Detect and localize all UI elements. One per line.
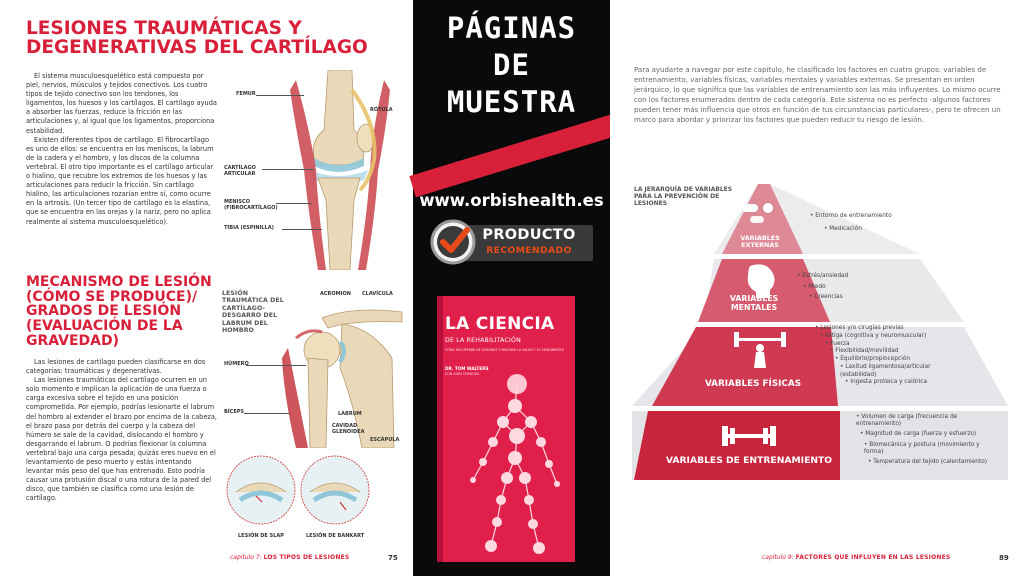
right-footer-chapter: capítulo 9:	[762, 554, 794, 561]
slap-lesion-label: LESIÓN DE SLAP	[238, 533, 284, 539]
tier-3-list	[815, 325, 957, 387]
banner-title	[413, 10, 610, 120]
knee-label-tibia: TIBIA (ESPINILLA)	[224, 225, 274, 231]
section-paragraph: Las lesiones traumáticas del cartílago ocurren en un solo momento e implican la aplicación de una fuerza o carga excesiva sobre el tejido en una posición comprometida. Por ejemplo, podrías lesionarte el labrum del hombro al extender el brazo por encima de la cabeza, el brazo pasa por detrás del cuerpo y la cabeza del húmero se sale de la cavidad, dislocando el hombro y desgarrando el labrum. O podrías flexionar la columna vertebral bajo una carga pesada; quizás eres nuevo en el levantamiento de peso muerto y estás intentando levantar más peso del que has entrenado. Esto podría causar una protusión discal o una rotura de la pared del disco, que también se clasifica como una lesión de cartílago.	[26, 376, 217, 503]
bankart-lesion-detail	[300, 452, 370, 528]
knee-illustration	[290, 70, 390, 270]
red-ribbon	[409, 115, 616, 197]
list-item: • Laxitud ligamentosa/articular (estabilidad)	[840, 363, 931, 378]
list-item: • Biomecánica y postura (movimiento y forma)	[864, 441, 980, 455]
book-title: LA CIENCIA	[445, 314, 555, 334]
tier-3-name: VARIABLES FÍSICAS	[704, 379, 802, 389]
knee-label-menisco: MENISCO (FIBROCARTÍLAGO)	[224, 199, 278, 211]
list-item: • Miedo	[803, 283, 826, 290]
tier-1-name	[734, 235, 786, 249]
left-intro-text	[26, 72, 218, 227]
right-intro-text: Para ayudarte a navegar por este capítulo, he clasificado los factores en cuatro grupos: variables de entrenamiento, variables físicas, variables mentales y variables externas. Se presentan en orden jerárquico, lo que significa que las variables de entrenamiento son las más influyentes. Lo mismo ocurre con los factores enumerados dentro de cada categoría. Este sistema no es perfecto -algunos factores pueden tener más influencia que otros en función de tus circunstancias particulares-, pero te ofrecen un marco para abordar y priorizar los factores que pueden reducir tu riesgo de lesión.	[634, 66, 1001, 124]
shoulder-label-acromion: ACROMION	[320, 291, 351, 297]
section-title: MECANISMO DE LESIÓN (CÓMO SE PRODUCE)/ GRADOS DE LESIÓN (EVALUACIÓN DE LA GRAVEDAD)	[26, 274, 212, 349]
left-footer-chapter: capítulo 7:	[230, 554, 262, 561]
list-item: • Magnitud de carga (fuerza y esfuerzo)	[860, 431, 977, 438]
molecule-body-illustration	[457, 366, 567, 562]
tier-2-list	[797, 271, 848, 303]
left-page-title: LESIONES TRAUMÁTICAS Y DEGENERATIVAS DEL CARTÍLAGO	[26, 18, 368, 58]
tier-2-name-line: VARIABLES	[729, 294, 779, 303]
leader-line	[262, 169, 314, 170]
right-footer-title: FACTORES QUE INFLUYEN EN LAS LESIONES	[795, 554, 951, 561]
list-item: • Estrés/ansiedad	[797, 273, 849, 279]
shoulder-label-cavidad: CAVIDAD GLENOIDEA	[332, 423, 365, 435]
left-footer-title: LOS TIPOS DE LESIONES	[263, 554, 350, 561]
list-item: • Lesiones y/o cirugías previas	[815, 325, 904, 331]
shoulder-label-escapula: ESCÁPULA	[370, 437, 400, 443]
leader-line	[282, 229, 322, 230]
shoulder-figure-caption: LESIÓN TRAUMÁTICA DEL CARTÍLAGO- DESGARRO DEL LABRUM DEL HOMBRO	[222, 290, 284, 335]
knee-label-cartilago: CARTÍLAGO ARTICULAR	[224, 165, 256, 177]
book-spine	[437, 296, 443, 562]
intro-paragraph: El sistema musculoesquelético está compuesto por piel, nervios, músculos y tejidos conectivos. Los cuatro tipos de tejido conectivo son los tendones, los ligamentos, los huesos y los cartílagos. El cartílago ayuda a absorber las fuerzas, reduce la fricción en las articulaciones y, al igual que los ligamentos, proporciona estabilidad.	[26, 72, 217, 135]
leader-line	[246, 365, 306, 366]
left-page-number: 75	[388, 554, 398, 562]
list-item: • Creencias	[809, 294, 843, 301]
banner-title-line: DE	[493, 47, 530, 82]
list-item: • Temperatura del tejido (calentamiento)	[868, 459, 988, 466]
list-item: • Entorno de entrenamiento	[810, 213, 892, 219]
shoulder-label-labrum: LABRUM	[338, 411, 362, 417]
left-page	[0, 0, 413, 576]
book-cover	[437, 296, 577, 564]
badge-line2: RECOMENDADO	[486, 245, 572, 256]
list-item: • Equilibrio/propiocepción	[835, 356, 911, 363]
tier-4-list	[856, 414, 996, 466]
tier-4-name: VARIABLES DE ENTRENAMIENTO	[665, 455, 833, 466]
tier-1-list	[810, 213, 892, 233]
list-item: • Volumen de carga (frecuencia de entrenamiento)	[856, 414, 958, 428]
tier-1-name-line: EXTERNAS	[741, 241, 779, 250]
knee-label-femur: FEMUR	[236, 91, 256, 97]
shoulder-label-biceps: BÍCEPS	[224, 409, 245, 415]
list-item: • Flexibilidad/movilidad	[830, 348, 899, 355]
list-item: • Ingesta proteica y calórica	[845, 379, 928, 386]
section-paragraph: Las lesiones de cartílago pueden clasificarse en dos categorías: traumáticas y degenerativas.	[26, 358, 206, 376]
leader-line	[276, 203, 312, 204]
shoulder-label-clavicula: CLAVÍCULA	[362, 291, 393, 297]
right-page-number: 89	[999, 554, 1009, 562]
pyramid-caption: LA JERARQUÍA DE VARIABLES PARA LA PREVENCIÓN DE LESIONES	[634, 186, 733, 208]
book-coauthor: CON GLEN CORDOZA	[445, 372, 480, 376]
tier-2-name	[718, 295, 790, 313]
right-footer	[762, 554, 950, 561]
section-body-text	[26, 358, 218, 504]
book-author: DR. TOM WALTERS	[445, 366, 489, 371]
shoulder-label-humero: HÚMERO	[224, 361, 249, 367]
intro-paragraph: Existen diferentes tipos de cartílago. El fibrocartílago es uno de ellos: se encuentra en los meniscos, la labrum de la cadera y el hombro, y los discos de la columna vertebral. El otro tipo importante es el cartílago articular o hialino, que recubre los extremos de los huesos y las articulaciones para reducir la fricción. Sin cartílago hialino, las articulaciones rozarían entre sí, como ocurre en la artrosis. (Un tercer tipo de cartílago es la elastina, que se encuentra en las orejas y la nariz, pero no aplica realmente al sistema musculoesquelético).	[26, 135, 214, 226]
recommended-badge	[427, 218, 597, 266]
tier-1-name-line: VARIABLES	[740, 234, 780, 242]
banner-title-line: PÁGINAS	[446, 11, 577, 45]
leader-line	[244, 413, 290, 414]
bankart-lesion-label: LESIÓN DE BANKART	[306, 533, 365, 539]
book-subtitle: DE LA REHABILITACIÓN	[445, 337, 521, 344]
website-url[interactable]: www.orbishealth.es	[419, 191, 604, 210]
list-item: • Fatiga (cognitiva y neuromuscular)	[820, 332, 927, 339]
list-item: • Fuerza	[825, 340, 850, 347]
book-tagline: CÓMO RECUPERAR DE LESIONES Y MEJORAR LA SALUD Y EL RENDIMIENTO	[445, 348, 565, 352]
slap-lesion-detail	[226, 452, 296, 528]
tier-2-name-line: MENTALES	[730, 302, 778, 312]
tier-4-red	[634, 411, 840, 480]
leader-line	[256, 95, 304, 96]
list-item: • Medicación	[824, 225, 862, 232]
banner-title-line: MUESTRA	[446, 84, 577, 119]
badge-line1: PRODUCTO	[482, 227, 576, 243]
left-footer	[230, 554, 349, 561]
knee-label-rotula: RÓTULA	[370, 107, 393, 113]
